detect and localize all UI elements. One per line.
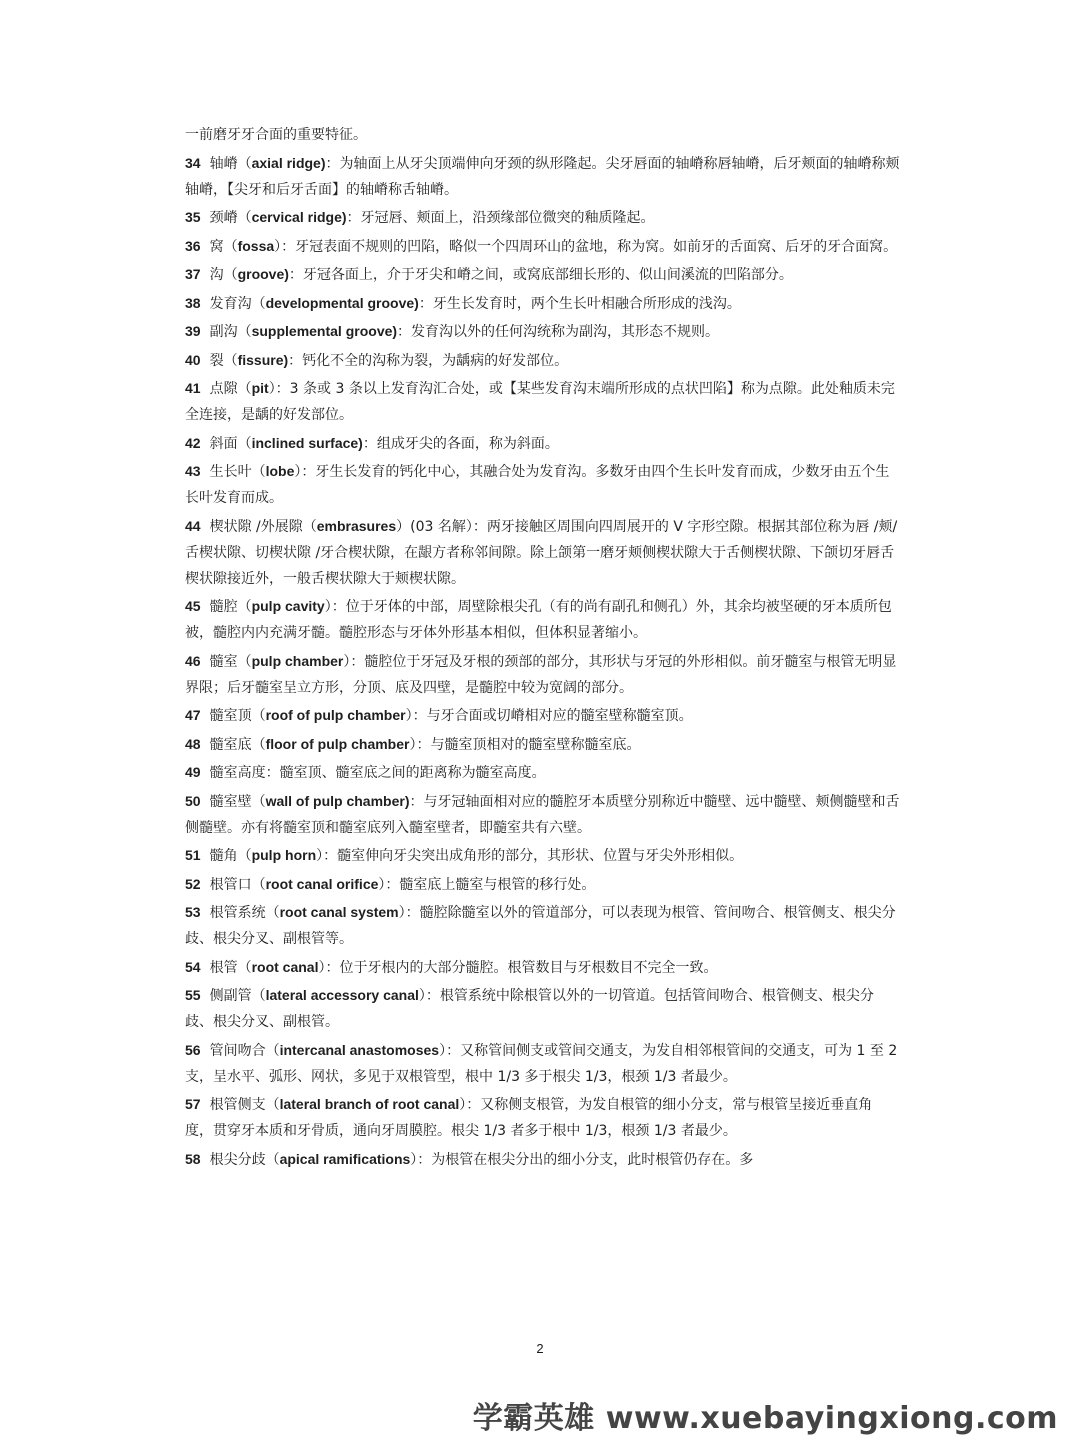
entry-term: lateral branch of root canal <box>279 1096 460 1112</box>
entry-term: floor of pulp chamber <box>265 735 410 752</box>
entry-number: 43 <box>185 463 201 479</box>
entry-heading: 窝（ <box>209 238 238 255</box>
definition-entry <box>185 731 900 758</box>
entry-text: ：发育沟以外的任何沟统称为副沟，其形态不规则。 <box>397 324 720 340</box>
entry-heading: 髓室顶（ <box>209 708 266 724</box>
entry-text: ）：位于牙体的中部，周壁除根尖孔（有的尚有副孔和侧孔）外，其余均被坚硬的牙本质所包被，髓腔内内充满牙髓。髓腔形态与牙体外形基本相似，但体积显著缩小。 <box>185 599 892 641</box>
entry-heading: 点隙（ <box>209 381 252 397</box>
entry-text: ）：髓腔除髓室以外的管道部分，可以表现为根管、管间吻合、根管侧支、根尖分歧、根尖分叉、副根管等。 <box>185 905 896 947</box>
entry-heading: 根管口（ <box>209 876 266 893</box>
entry-heading: 髓室壁（ <box>209 793 266 810</box>
entry-heading: 斜面（ <box>209 435 252 452</box>
watermark: 学霸英雄 www.xuebayingxiong.com <box>472 1401 1058 1436</box>
definition-entry <box>185 871 900 898</box>
entry-text: ）：根管系统中除根管以外的一切管道。包括管间吻合、根管侧支、根尖分歧、根尖分叉、副根管。 <box>185 988 874 1030</box>
entry-text: ：髓室顶、髓室底之间的距离称为髓室高度。 <box>265 765 546 781</box>
entry-heading: 副沟（ <box>209 324 252 340</box>
entry-number: 58 <box>185 1150 201 1167</box>
entry-term: lateral accessory canal <box>265 987 419 1003</box>
entry-heading: 髓角（ <box>209 848 252 864</box>
definition-entry <box>185 1037 900 1090</box>
document-body <box>185 122 900 1174</box>
entry-term: lobe <box>265 463 295 479</box>
entry-number: 50 <box>185 792 201 809</box>
entry-number: 41 <box>185 380 201 396</box>
entry-number: 38 <box>185 294 201 311</box>
entry-heading: 楔状隙 /外展隙（ <box>209 518 317 535</box>
entry-number: 42 <box>185 434 201 451</box>
entry-number: 40 <box>185 351 201 368</box>
definition-entry <box>185 593 900 646</box>
entry-text: ）：与髓室顶相对的髓室壁称髓室底。 <box>409 736 641 753</box>
entry-heading: 根尖分歧（ <box>209 1151 280 1168</box>
entry-number: 44 <box>185 517 201 534</box>
definition-entry <box>185 261 900 288</box>
entry-number: 54 <box>185 958 201 975</box>
entry-term: root canal system <box>279 904 399 920</box>
entry-term: groove) <box>237 266 289 282</box>
definition-entry <box>185 318 900 345</box>
definition-entry <box>185 702 900 729</box>
entry-term: pit <box>251 380 269 396</box>
definition-entry <box>185 290 900 317</box>
definition-entry <box>185 430 900 457</box>
entry-number: 53 <box>185 904 201 920</box>
entry-text: ）：又称侧支根管，为发自根管的细小分支，常与根管呈接近垂直角度，贯穿牙本质和牙骨质，通向牙周膜腔。根尖 1/3 者多于根中 1/3，根颈 1/3 者最少。 <box>185 1097 873 1139</box>
entry-term: roof of pulp chamber <box>265 707 406 723</box>
entry-number: 35 <box>185 209 201 225</box>
definition-entry <box>185 513 900 592</box>
entry-number: 34 <box>185 154 201 171</box>
entry-term: pulp cavity <box>251 598 325 614</box>
entry-text: ）：髓室伸向牙尖突出成角形的部分，其形状、位置与牙尖外形相似。 <box>316 848 744 864</box>
entry-text: ：牙生长发育时，两个生长叶相融合所形成的浅沟。 <box>418 295 741 312</box>
definition-entry <box>185 150 900 203</box>
definition-entry <box>185 759 900 786</box>
entry-text: ：为轴面上从牙尖顶端伸向牙颈的纵形隆起。尖牙唇面的轴嵴称唇轴嵴，后牙颊面的轴嵴称颊轴嵴，【尖牙和后牙舌面】的轴嵴称舌轴嵴。 <box>185 155 900 198</box>
entry-term: intercanal anastomoses <box>279 1041 440 1058</box>
definition-entry <box>185 1091 900 1144</box>
definition-entry <box>185 899 900 952</box>
entry-number: 36 <box>185 237 201 254</box>
definition-entry <box>185 204 900 231</box>
entry-heading: 根管（ <box>209 959 252 976</box>
entry-number: 56 <box>185 1041 201 1058</box>
entry-text: ）：为根管在根尖分出的细小分支，此时根管仍存在。多 <box>410 1151 754 1168</box>
entry-text: 一前磨牙牙合面的重要特征。 <box>185 127 367 143</box>
entry-heading: 生长叶（ <box>209 464 266 480</box>
entry-term: cervical ridge) <box>251 209 347 225</box>
entry-heading: 发育沟（ <box>209 295 266 312</box>
entry-heading: 根管侧支（ <box>209 1097 280 1113</box>
entry-heading: 轴嵴（ <box>209 155 252 172</box>
entry-term: root canal <box>251 958 319 975</box>
definition-entry <box>185 458 900 511</box>
entry-number: 45 <box>185 598 201 614</box>
entry-term: developmental groove) <box>265 294 419 311</box>
definition-entry <box>185 648 900 701</box>
definition-entry <box>185 842 900 869</box>
entry-text: ：钙化不全的沟称为裂，为龋病的好发部位。 <box>288 352 569 369</box>
entry-term: apical ramifications <box>279 1150 411 1167</box>
entry-number: 55 <box>185 987 201 1003</box>
entry-number: 39 <box>185 323 201 339</box>
definition-entry <box>185 954 900 981</box>
entry-heading: 裂（ <box>209 352 238 369</box>
entry-heading: 髓室高度 <box>209 765 266 781</box>
entry-text: ）：髓室底上髓室与根管的移行处。 <box>378 876 596 893</box>
entry-term: fossa <box>237 237 275 254</box>
definition-entry <box>185 233 900 260</box>
definition-entry <box>185 122 900 148</box>
definition-entry <box>185 982 900 1035</box>
entry-heading: 侧副管（ <box>209 988 266 1004</box>
entry-text: ：组成牙尖的各面，称为斜面。 <box>362 435 559 452</box>
definition-entry <box>185 788 900 841</box>
entry-number: 48 <box>185 735 201 752</box>
entry-number: 47 <box>185 707 201 723</box>
entry-term: fissure) <box>237 351 289 368</box>
entry-term: embrasures <box>316 517 397 534</box>
entry-number: 51 <box>185 847 201 863</box>
entry-text: ）：位于牙根内的大部分髓腔。根管数目与牙根数目不完全一致。 <box>318 959 718 976</box>
entry-text: ）：牙冠表面不规则的凹陷，略似一个四周环山的盆地，称为窝。如前牙的舌面窝、后牙的牙合面窝。 <box>274 238 898 255</box>
entry-text: ）：3 条或 3 条以上发育沟汇合处，或【某些发育沟末端所形成的点状凹陷】称为点隙。此处釉质未完全连接，是龋的好发部位。 <box>185 381 895 423</box>
entry-number: 46 <box>185 652 201 669</box>
entry-heading: 根管系统（ <box>209 905 280 921</box>
entry-heading: 髓室（ <box>209 653 252 670</box>
entry-term: supplemental groove) <box>251 323 398 339</box>
entry-text: ：牙冠各面上，介于牙尖和嵴之间，或窝底部细长形的、似山间溪流的凹陷部分。 <box>288 267 793 283</box>
entry-term: wall of pulp chamber) <box>265 792 410 809</box>
entry-text: ）：又称管间侧支或管间交通支，为发自相邻根管间的交通支，可为 1 至 2 支，呈水平、弧形、网状，多见于双根管型，根中 1/3 多于根尖 1/3，根颈 1/3 者最少。 <box>185 1042 898 1085</box>
entry-number: 52 <box>185 875 201 892</box>
entry-text: ）：髓腔位于牙冠及牙根的颈部的部分，其形状与牙冠的外形相似。前牙髓室与根管无明显界限；后牙髓室呈立方形，分顶、底及四壁，是髓腔中较为宽阔的部分。 <box>185 653 897 696</box>
entry-text: ）：与牙合面或切嵴相对应的髓室壁称髓室顶。 <box>405 708 693 724</box>
definition-entry <box>185 1146 900 1173</box>
entry-text: ）(03 名解）：两牙接触区周围向四周展开的 V 字形空隙。根据其部位称为唇 /颊/舌楔状隙、切楔状隙 /牙合楔状隙，在龈方者称邻间隙。除上颌第一磨牙颊侧楔状隙大于舌侧楔状隙、下颌切牙唇舌楔状隙接近外，一般舌楔状隙大于颊楔状隙。 <box>185 518 898 587</box>
page-number: 2 <box>536 1341 544 1356</box>
definition-entry <box>185 375 900 428</box>
entry-number: 49 <box>185 764 201 780</box>
entry-number: 57 <box>185 1096 201 1112</box>
entry-term: pulp chamber <box>251 652 344 669</box>
entry-term: root canal orifice <box>265 875 379 892</box>
entry-text: ：与牙冠轴面相对应的髓腔牙本质壁分别称近中髓壁、远中髓壁、颊侧髓壁和舌侧髓壁。亦有将髓室顶和髓室底列入髓室壁者，即髓室共有六壁。 <box>185 793 900 836</box>
entry-term: axial ridge) <box>251 154 326 171</box>
entry-heading: 髓室底（ <box>209 736 266 753</box>
entry-heading: 髓腔（ <box>209 599 252 615</box>
entry-term: inclined surface) <box>251 434 363 451</box>
definition-entry <box>185 347 900 374</box>
entry-text: ：牙冠唇、颊面上，沿颈缘部位微突的釉质隆起。 <box>346 210 655 226</box>
entry-heading: 管间吻合（ <box>209 1042 280 1059</box>
entry-heading: 沟（ <box>209 267 238 283</box>
entry-heading: 颈嵴（ <box>209 210 252 226</box>
entry-text: ）：牙生长发育的钙化中心，其融合处为发育沟。多数牙由四个生长叶发育而成，少数牙由五个生长叶发育而成。 <box>185 464 890 506</box>
entry-number: 37 <box>185 266 201 282</box>
entry-term: pulp horn <box>251 847 317 863</box>
